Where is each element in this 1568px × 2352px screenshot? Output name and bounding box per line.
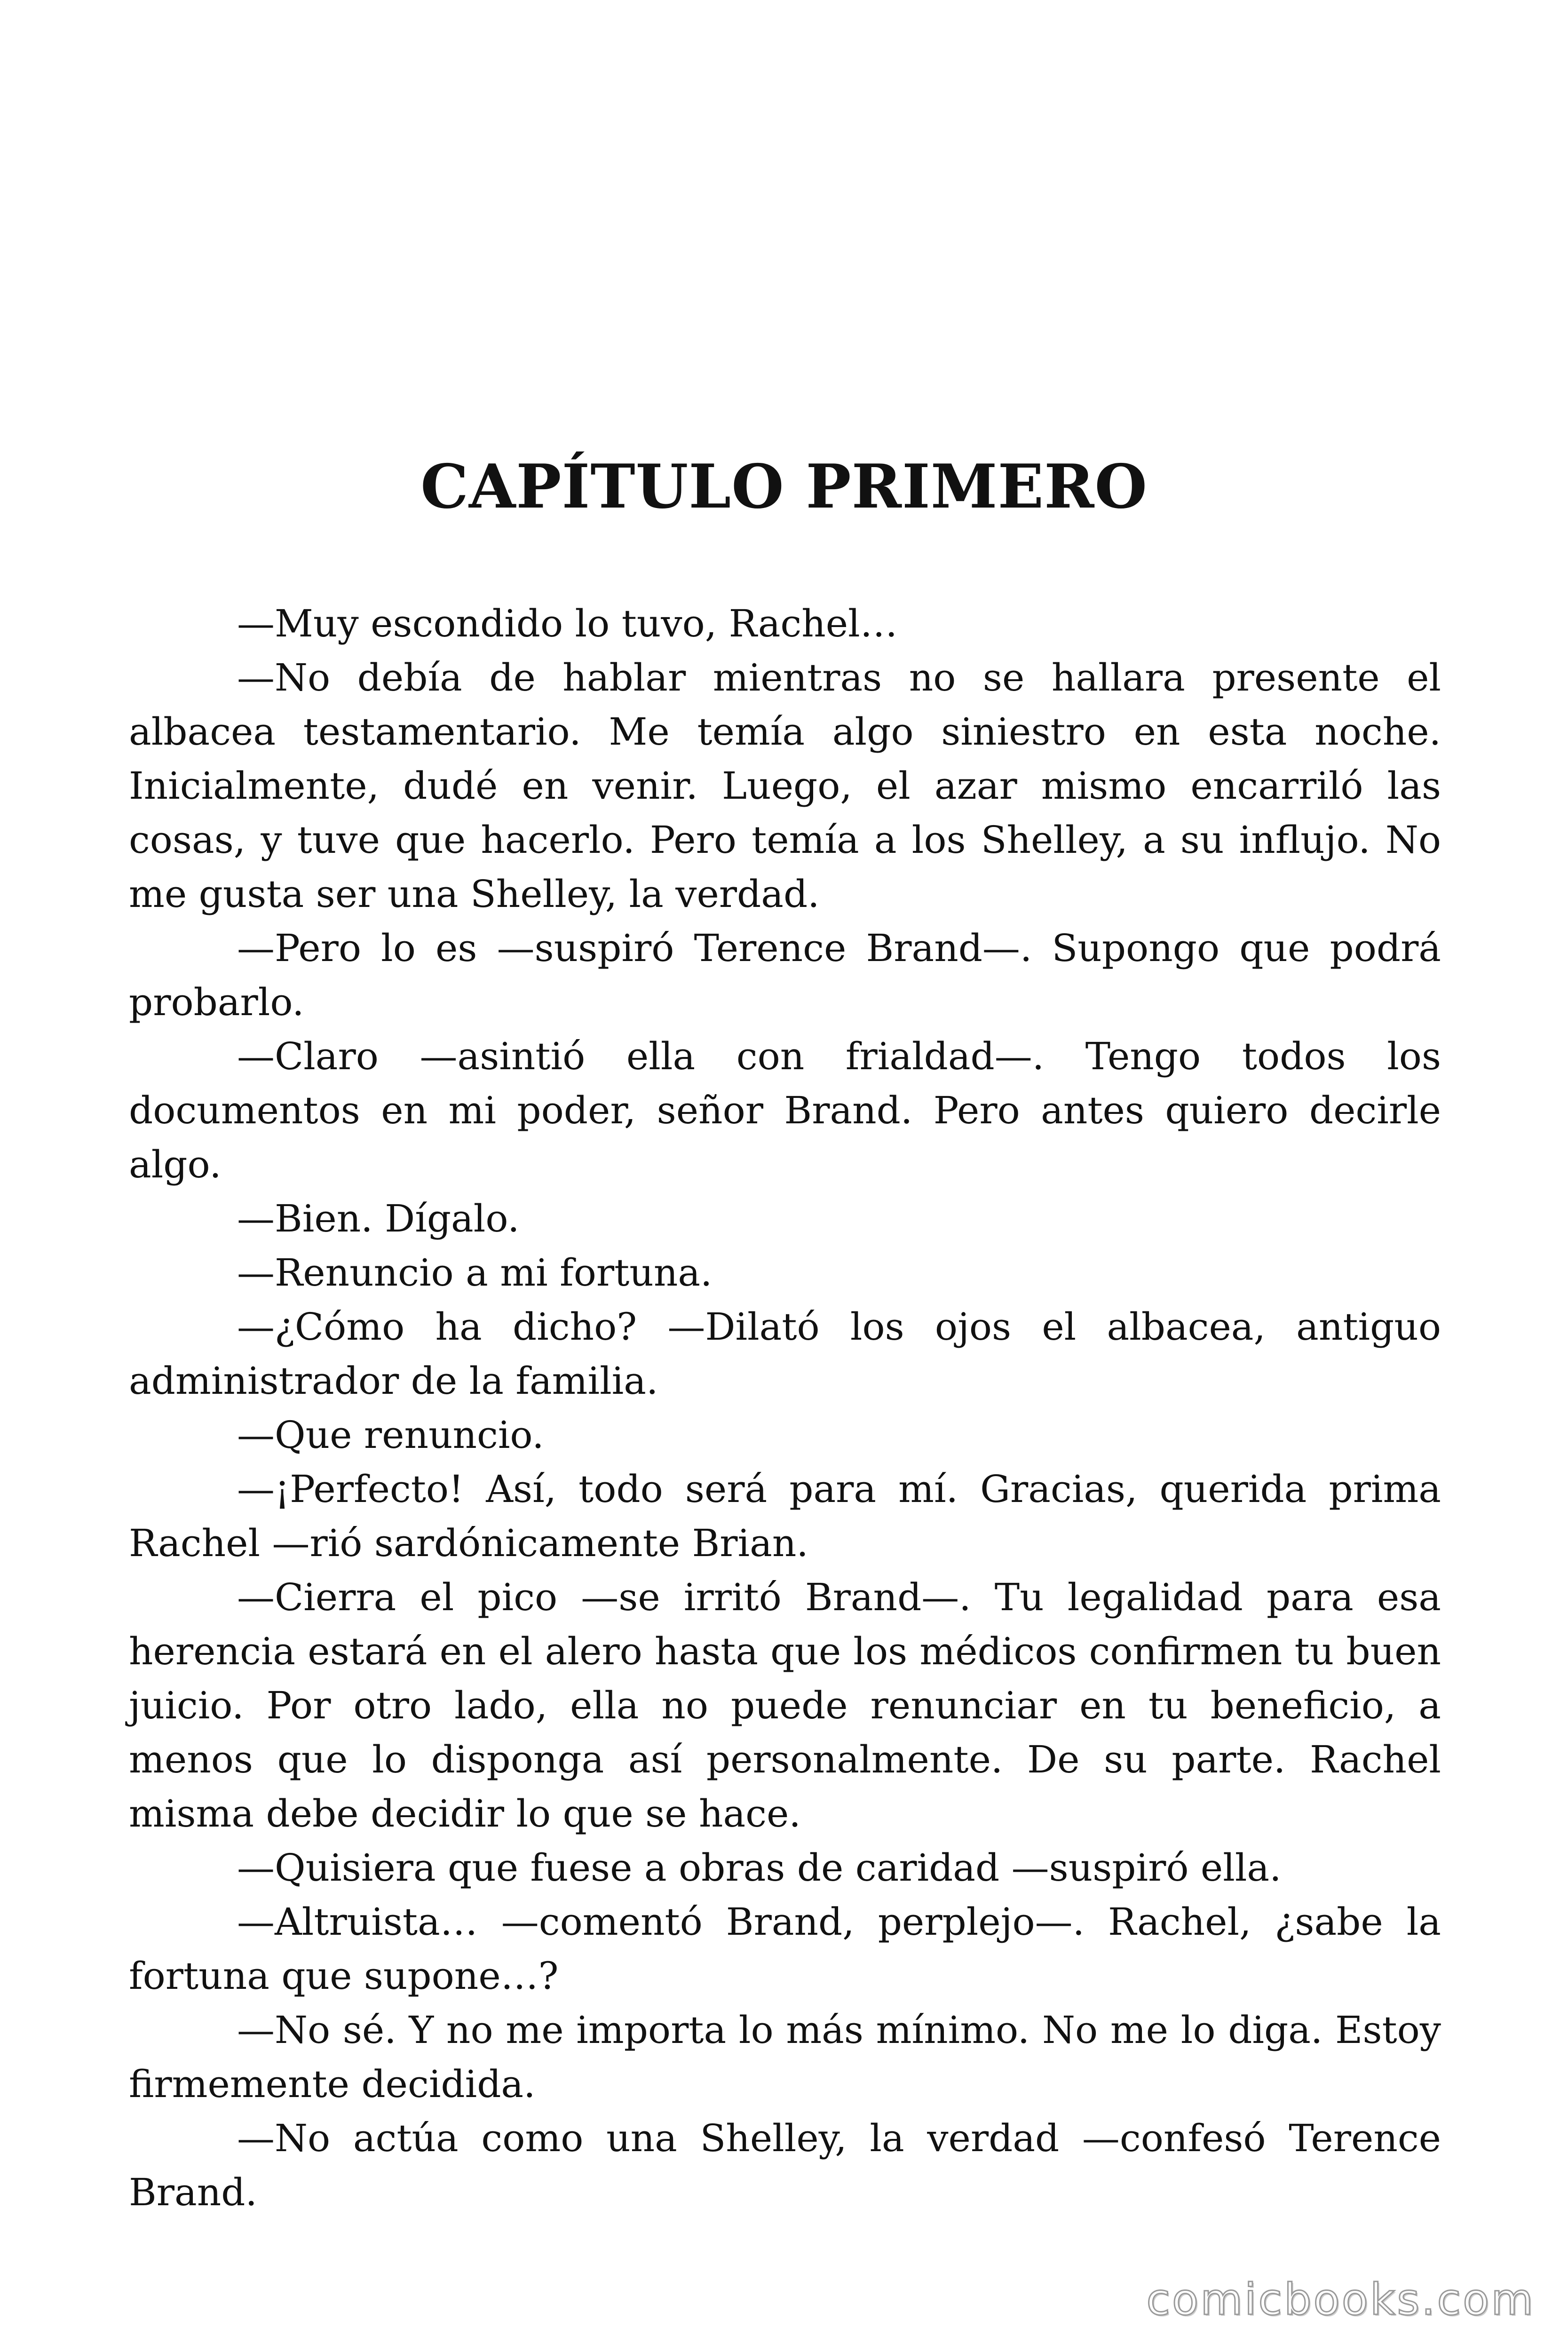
paragraph: —Cierra el pico —se irritó Brand—. Tu legalidad para esa herencia estará en el alero hasta que los médicos confirmen tu buen juicio. Por otro lado, ella no puede renunciar en tu beneficio, a menos que lo disponga así personalmente. De su parte. Rachel misma debe decidir lo que se hace. <box>129 1575 1441 1836</box>
paragraph: —Quisiera que fuese a obras de caridad —suspiró ella. <box>237 1846 1282 1890</box>
chapter-title: CAPÍTULO PRIMERO <box>420 452 1148 522</box>
paragraph: —Claro —asintió ella con frialdad—. Tengo todos los documentos en mi poder, señor Brand. Pero antes quiero decirle algo. <box>129 1034 1441 1186</box>
paragraph: —Muy escondido lo tuvo, Rachel… <box>237 602 898 645</box>
paragraph: —Bien. Dígalo. <box>237 1197 520 1240</box>
paragraph: —Renuncio a mi fortuna. <box>237 1251 713 1295</box>
watermark: comicbooks.com <box>1146 2274 1535 2325</box>
chapter-body <box>129 596 1441 2219</box>
paragraph: —Pero lo es —suspiró Terence Brand—. Supongo que podrá probarlo. <box>129 926 1441 1024</box>
paragraph: —No debía de hablar mientras no se hallara presente el albacea testamentario. Me temía algo siniestro en esta noche. Inicialmente, dudé en venir. Luego, el azar mismo encarriló las cosas, y tuve que hacerlo. Pero temía a los Shelley, a su influjo. No me gusta ser una Shelley, la verdad. <box>129 656 1441 916</box>
paragraph: —No sé. Y no me importa lo más mínimo. No me lo diga. Estoy firmemente decidida. <box>129 2008 1441 2106</box>
paragraph: —¡Perfecto! Así, todo será para mí. Gracias, querida prima Rachel —rió sardónicamente Brian. <box>129 1467 1441 1565</box>
paragraph: —No actúa como una Shelley, la verdad —confesó Terence Brand. <box>129 2116 1441 2214</box>
paragraph: —¿Cómo ha dicho? —Dilató los ojos el albacea, antiguo administrador de la familia. <box>129 1305 1441 1403</box>
paragraph: —Altruista… —comentó Brand, perplejo—. Rachel, ¿sabe la fortuna que supone…? <box>129 1900 1441 1998</box>
paragraph: —Que renuncio. <box>237 1413 544 1457</box>
